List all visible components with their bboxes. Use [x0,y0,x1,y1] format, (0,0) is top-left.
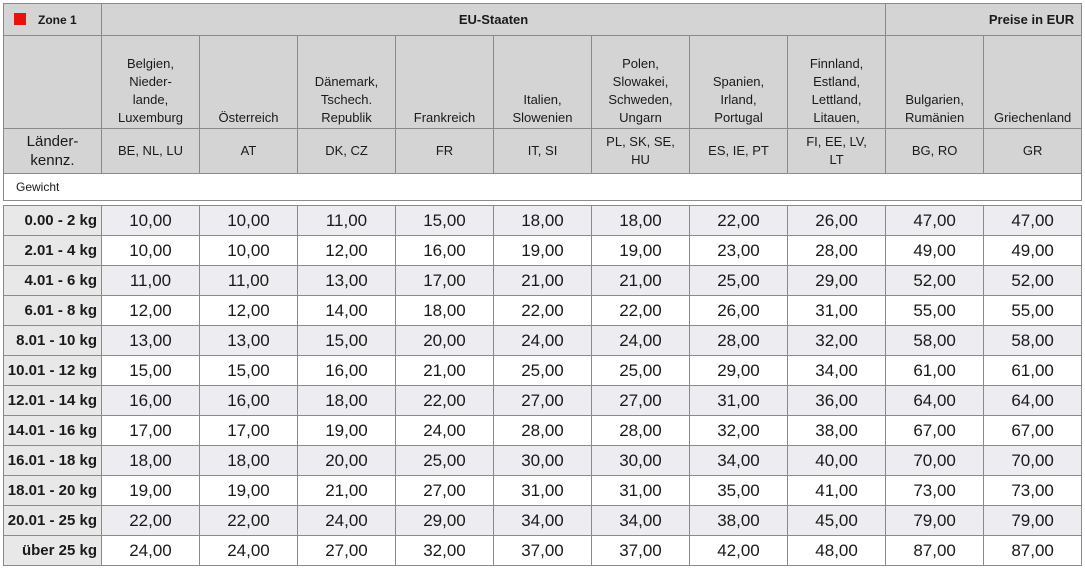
price-cell: 22,00 [494,296,592,326]
price-cell: 22,00 [396,386,494,416]
country-names-row [4,36,1082,129]
country-names-cell [298,36,396,129]
price-cell: 28,00 [690,326,788,356]
table-row [4,476,1082,506]
weight-range-cell: über 25 kg [4,536,102,566]
country-name-line: Bulgarien, [905,92,964,107]
country-names-cell [200,36,298,129]
price-cell: 45,00 [788,506,886,536]
price-cell: 64,00 [886,386,984,416]
price-cell: 16,00 [298,356,396,386]
price-cell: 28,00 [592,416,690,446]
price-cell: 22,00 [102,506,200,536]
price-cell: 79,00 [984,506,1082,536]
country-name-line: Belgien, [127,56,174,71]
price-cell: 15,00 [102,356,200,386]
price-cell: 19,00 [592,236,690,266]
price-cell: 36,00 [788,386,886,416]
table-row [4,266,1082,296]
price-cell: 31,00 [788,296,886,326]
price-cell: 22,00 [592,296,690,326]
price-cell: 10,00 [102,236,200,266]
price-currency-label: Preise in EUR [886,4,1082,36]
country-names-cell [102,36,200,129]
price-cell: 12,00 [298,236,396,266]
country-names-cell [494,36,592,129]
price-cell: 27,00 [494,386,592,416]
price-cell: 58,00 [984,326,1082,356]
price-cell: 26,00 [690,296,788,326]
price-cell: 29,00 [690,356,788,386]
price-cell: 22,00 [200,506,298,536]
price-cell: 32,00 [788,326,886,356]
price-cell: 23,00 [690,236,788,266]
price-cell: 21,00 [494,266,592,296]
country-name-line: Slowakei, [612,74,669,89]
price-cell: 38,00 [690,506,788,536]
price-cell: 58,00 [886,326,984,356]
price-cell: 34,00 [690,446,788,476]
price-cell: 32,00 [396,536,494,566]
table-row [4,446,1082,476]
price-cell: 70,00 [886,446,984,476]
price-cell: 25,00 [690,266,788,296]
country-code-line: LT [829,152,844,167]
price-cell: 13,00 [102,326,200,356]
price-cell: 25,00 [494,356,592,386]
price-cell: 31,00 [592,476,690,506]
table-row [4,536,1082,566]
price-cell: 14,00 [298,296,396,326]
price-cell: 48,00 [788,536,886,566]
weight-range-cell: 4.01 - 6 kg [4,266,102,296]
country-name-line: Polen, [622,56,659,71]
weight-range-cell: 0.00 - 2 kg [4,206,102,236]
price-cell: 24,00 [298,506,396,536]
price-cell: 31,00 [494,476,592,506]
price-table [3,3,1082,566]
country-name-line: Finnland, [809,56,864,71]
price-cell: 79,00 [886,506,984,536]
country-name-line: Irland, [720,92,757,107]
price-cell: 18,00 [592,206,690,236]
country-name-line: Republik [321,110,372,125]
price-cell: 87,00 [984,536,1082,566]
country-name-line: Portugal [714,110,763,125]
price-cell: 17,00 [396,266,494,296]
weight-range-cell: 20.01 - 25 kg [4,506,102,536]
country-name-line: Italien, [523,92,562,107]
weight-range-cell: 8.01 - 10 kg [4,326,102,356]
country-code-label-line: Länder- [26,133,79,150]
weight-range-cell: 12.01 - 14 kg [4,386,102,416]
price-cell: 18,00 [102,446,200,476]
country-name-line: Tschech. [320,92,373,107]
price-cell: 28,00 [494,416,592,446]
price-cell: 24,00 [200,536,298,566]
price-cell: 47,00 [886,206,984,236]
price-cell: 34,00 [494,506,592,536]
price-cell: 30,00 [592,446,690,476]
price-cell: 29,00 [396,506,494,536]
zone-cell [4,4,102,36]
price-cell: 28,00 [788,236,886,266]
table-row [4,296,1082,326]
price-cell: 19,00 [494,236,592,266]
price-cell: 21,00 [396,356,494,386]
price-cell: 24,00 [396,416,494,446]
price-cell: 49,00 [984,236,1082,266]
price-cell: 10,00 [200,206,298,236]
country-code-line: BE, NL, LU [117,143,184,158]
price-cell: 20,00 [298,446,396,476]
price-cell: 29,00 [788,266,886,296]
price-cell: 11,00 [298,206,396,236]
country-code-line: IT, SI [527,143,558,158]
price-cell: 61,00 [886,356,984,386]
weight-range-cell: 18.01 - 20 kg [4,476,102,506]
country-code-line: AT [240,143,257,158]
price-cell: 19,00 [298,416,396,446]
price-cell: 18,00 [200,446,298,476]
table-row [4,206,1082,236]
country-name-line: Schweden, [608,92,673,107]
price-cell: 34,00 [788,356,886,386]
price-cell: 11,00 [102,266,200,296]
country-codes-cell [298,129,396,174]
price-cell: 32,00 [690,416,788,446]
country-code-line: PL, SK, SE, [606,134,675,149]
price-cell: 18,00 [494,206,592,236]
price-cell: 16,00 [102,386,200,416]
country-names-cell [886,36,984,129]
price-cell: 18,00 [396,296,494,326]
weight-range-cell: 14.01 - 16 kg [4,416,102,446]
price-cell: 64,00 [984,386,1082,416]
zone-label: Zone 1 [38,13,77,27]
country-codes-cell [788,129,886,174]
price-cell: 10,00 [102,206,200,236]
weight-range-cell: 16.01 - 18 kg [4,446,102,476]
price-cell: 17,00 [200,416,298,446]
weight-range-cell: 6.01 - 8 kg [4,296,102,326]
country-name-line: Nieder- [129,74,172,89]
price-cell: 21,00 [298,476,396,506]
price-cell: 49,00 [886,236,984,266]
price-cell: 12,00 [200,296,298,326]
country-codes-cell [886,129,984,174]
price-cell: 40,00 [788,446,886,476]
table-row [4,416,1082,446]
country-code-label-line: kennz. [30,152,75,169]
country-codes-cell [592,129,690,174]
price-cell: 10,00 [200,236,298,266]
weight-range-cell: 2.01 - 4 kg [4,236,102,266]
price-cell: 11,00 [200,266,298,296]
price-cell: 19,00 [102,476,200,506]
country-names-cell [592,36,690,129]
price-cell: 16,00 [396,236,494,266]
price-cell: 22,00 [690,206,788,236]
country-codes-cell [984,129,1082,174]
country-codes-row [4,129,1082,174]
corner-blank-cell [4,36,102,129]
country-code-line: FI, EE, LV, [806,134,867,149]
price-cell: 27,00 [396,476,494,506]
country-name-line: Ungarn [619,110,662,125]
price-cell: 13,00 [200,326,298,356]
price-cell: 26,00 [788,206,886,236]
country-name-line: Lettland, [811,92,862,107]
price-cell: 25,00 [396,446,494,476]
country-names-cell [690,36,788,129]
price-cell: 24,00 [102,536,200,566]
country-name-line: Österreich [218,110,279,125]
price-cell: 37,00 [494,536,592,566]
price-cell: 13,00 [298,266,396,296]
price-cell: 37,00 [592,536,690,566]
price-cell: 27,00 [298,536,396,566]
country-name-line: Spanien, [712,74,765,89]
table-row [4,236,1082,266]
price-cell: 61,00 [984,356,1082,386]
price-cell: 19,00 [200,476,298,506]
country-names-cell [788,36,886,129]
price-cell: 20,00 [396,326,494,356]
region-title: EU-Staaten [102,4,886,36]
price-cell: 52,00 [886,266,984,296]
country-name-line: Estland, [813,74,861,89]
weight-range-cell: 10.01 - 12 kg [4,356,102,386]
price-cell: 30,00 [494,446,592,476]
price-cell: 55,00 [984,296,1082,326]
country-names-cell [984,36,1082,129]
table-title-row [4,4,1082,36]
price-cell: 38,00 [788,416,886,446]
price-cell: 55,00 [886,296,984,326]
country-name-line: Griechenland [993,110,1072,125]
country-codes-cell [102,129,200,174]
price-cell: 47,00 [984,206,1082,236]
price-cell: 17,00 [102,416,200,446]
country-code-line: BG, RO [911,143,958,158]
price-cell: 31,00 [690,386,788,416]
price-cell: 21,00 [592,266,690,296]
price-cell: 12,00 [102,296,200,326]
country-codes-cell [494,129,592,174]
price-cell: 24,00 [592,326,690,356]
weight-header-blank [102,174,1082,201]
price-cell: 27,00 [592,386,690,416]
weight-header: Gewicht [4,174,102,201]
price-cell: 25,00 [592,356,690,386]
price-cell: 73,00 [886,476,984,506]
price-cell: 24,00 [494,326,592,356]
country-name-line: Litauen, [813,110,860,125]
price-cell: 41,00 [788,476,886,506]
price-cell: 34,00 [592,506,690,536]
country-code-line: HU [631,152,650,167]
table-row [4,506,1082,536]
country-name-line: Frankreich [413,110,476,125]
price-cell: 73,00 [984,476,1082,506]
price-cell: 52,00 [984,266,1082,296]
price-cell: 18,00 [298,386,396,416]
country-codes-cell [690,129,788,174]
price-cell: 16,00 [200,386,298,416]
price-cell: 70,00 [984,446,1082,476]
country-code-line: ES, IE, PT [708,143,769,158]
country-code-line: FR [435,143,454,158]
table-row [4,356,1082,386]
price-cell: 42,00 [690,536,788,566]
country-code-line: GR [1022,143,1043,158]
weight-header-row [4,174,1082,201]
price-cell: 87,00 [886,536,984,566]
zone-marker-icon [14,13,26,25]
country-name-line: Slowenien [512,110,573,125]
country-codes-cell [200,129,298,174]
price-cell: 15,00 [200,356,298,386]
price-cell: 67,00 [886,416,984,446]
country-name-line: lande, [132,92,169,107]
price-cell: 15,00 [396,206,494,236]
country-name-line: Rumänien [904,110,965,125]
table-row [4,326,1082,356]
country-code-header [4,129,102,174]
country-name-line: Dänemark, [314,74,379,89]
country-codes-cell [396,129,494,174]
table-row [4,386,1082,416]
country-names-cell [396,36,494,129]
price-cell: 15,00 [298,326,396,356]
country-name-line: Luxemburg [117,110,184,125]
price-cell: 67,00 [984,416,1082,446]
price-cell: 35,00 [690,476,788,506]
country-code-line: DK, CZ [325,143,368,158]
